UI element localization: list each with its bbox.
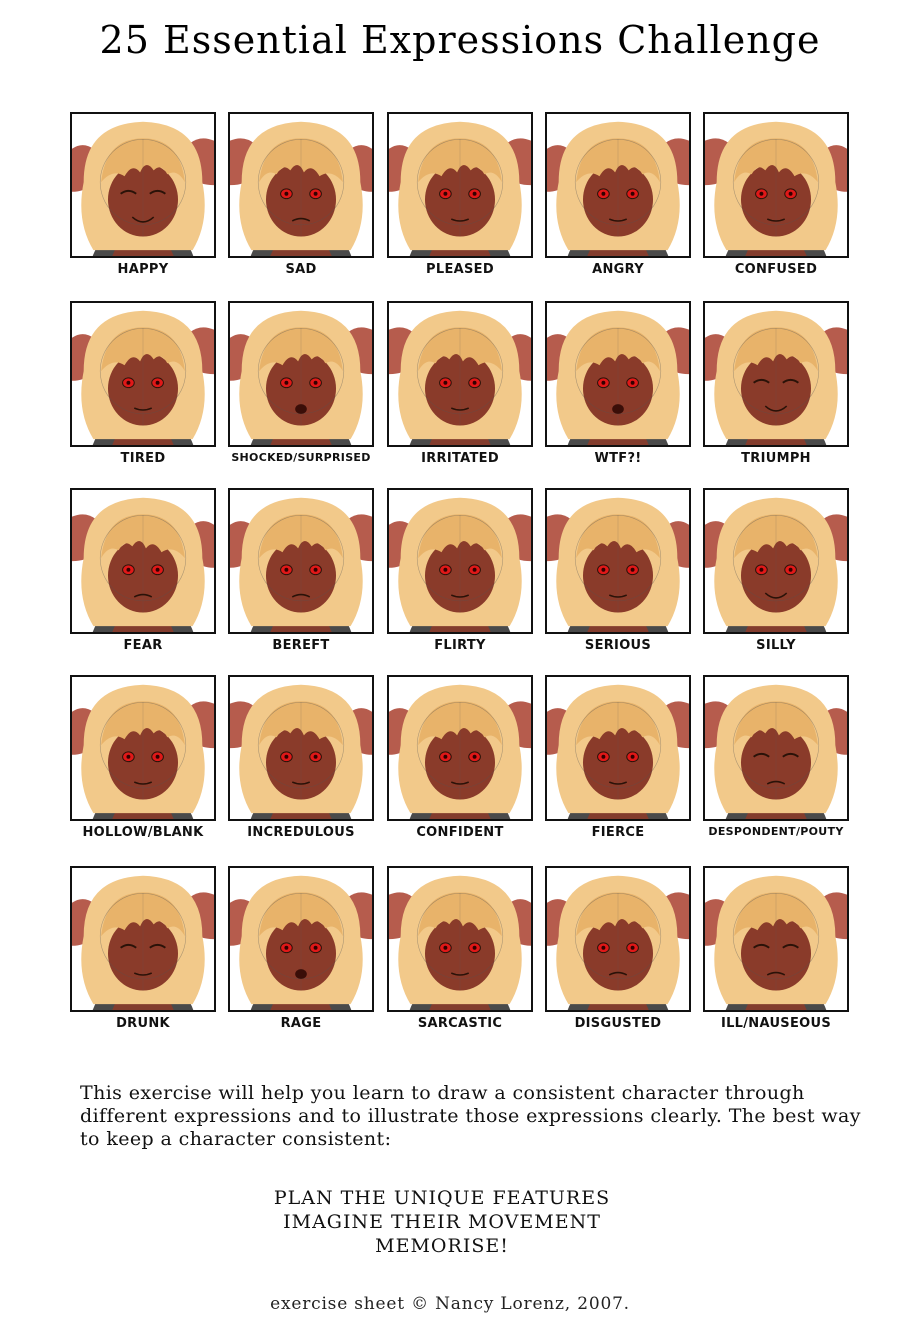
expression-drawing: [228, 301, 374, 447]
expression-cell: [703, 675, 849, 855]
expression-drawing: [228, 112, 374, 258]
expression-label: PLEASED: [426, 262, 494, 277]
expression-cell: [703, 488, 849, 668]
expression-drawing: [387, 866, 533, 1012]
expression-label: TRIUMPH: [741, 451, 811, 466]
expression-drawing: [703, 488, 849, 634]
expression-drawing: [545, 866, 691, 1012]
expression-label: DRUNK: [116, 1016, 170, 1031]
expression-drawing: [387, 675, 533, 821]
tips-list: [0, 1186, 884, 1258]
expression-label: IRRITATED: [421, 451, 499, 466]
character-illustration: [705, 868, 847, 1010]
character-illustration: [72, 114, 214, 256]
expression-drawing: [70, 112, 216, 258]
credit-line: exercise sheet © Nancy Lorenz, 2007.: [270, 1294, 630, 1314]
expression-cell: [545, 866, 691, 1046]
expression-label: CONFIDENT: [416, 825, 504, 840]
expression-label: SARCASTIC: [417, 1016, 503, 1031]
expression-label: DISGUSTED: [574, 1016, 662, 1031]
character-illustration: [705, 303, 847, 445]
character-illustration: [547, 303, 689, 445]
expression-cell: [228, 866, 374, 1046]
character-illustration: [705, 114, 847, 256]
character-illustration: [230, 303, 372, 445]
expression-drawing: [387, 301, 533, 447]
expression-drawing: [387, 112, 533, 258]
expression-drawing: [545, 112, 691, 258]
character-illustration: [230, 114, 372, 256]
expression-label: SAD: [285, 262, 317, 277]
character-illustration: [389, 677, 531, 819]
expression-cell: [545, 301, 691, 481]
expression-label: SERIOUS: [584, 638, 652, 653]
character-illustration: [72, 490, 214, 632]
character-illustration: [705, 677, 847, 819]
expression-drawing: [228, 488, 374, 634]
expression-drawing: [545, 301, 691, 447]
expression-cell: [387, 488, 533, 668]
tip-item: IMAGINE THEIR MOVEMENT: [283, 1211, 601, 1233]
expression-cell: [703, 866, 849, 1046]
expression-cell: [703, 301, 849, 481]
expression-cell: [387, 301, 533, 481]
expression-cell: [703, 112, 849, 292]
expression-drawing: [70, 488, 216, 634]
expression-label: ANGRY: [592, 262, 644, 277]
expression-label: DESPONDENT/POUTY: [708, 825, 844, 838]
expression-drawing: [387, 488, 533, 634]
expression-label: FIERCE: [591, 825, 645, 840]
expression-cell: [545, 675, 691, 855]
expression-drawing: [703, 675, 849, 821]
character-illustration: [389, 303, 531, 445]
expression-grid: [70, 112, 860, 1042]
character-illustration: [72, 303, 214, 445]
character-illustration: [547, 490, 689, 632]
expression-cell: [387, 675, 533, 855]
expression-cell: [70, 866, 216, 1046]
character-illustration: [547, 868, 689, 1010]
expression-drawing: [228, 675, 374, 821]
expression-cell: [228, 301, 374, 481]
expression-cell: [545, 112, 691, 292]
expression-cell: [70, 112, 216, 292]
character-illustration: [389, 114, 531, 256]
expression-cell: [387, 112, 533, 292]
description-paragraph: This exercise will help you learn to draw a consistent character through different expressions and to illustrate those expressions clearly. The best way to keep a character consistent:: [80, 1082, 861, 1150]
expression-label: SHOCKED/SURPRISED: [231, 451, 371, 464]
character-illustration: [230, 868, 372, 1010]
expression-label: FLIRTY: [434, 638, 486, 653]
expression-drawing: [70, 866, 216, 1012]
character-illustration: [547, 114, 689, 256]
expression-drawing: [545, 675, 691, 821]
expression-label: TIRED: [120, 451, 166, 466]
expression-drawing: [70, 301, 216, 447]
character-illustration: [389, 490, 531, 632]
character-illustration: [705, 490, 847, 632]
expression-cell: [545, 488, 691, 668]
expression-cell: [228, 112, 374, 292]
character-illustration: [230, 677, 372, 819]
character-illustration: [389, 868, 531, 1010]
expression-cell: [70, 488, 216, 668]
expression-label: BEREFT: [272, 638, 330, 653]
page-title: 25 Essential Expressions Challenge: [99, 18, 821, 62]
expression-drawing: [228, 866, 374, 1012]
expression-label: ILL/NAUSEOUS: [720, 1016, 832, 1031]
expression-cell: [228, 675, 374, 855]
expression-label: SILLY: [756, 638, 796, 653]
character-illustration: [72, 868, 214, 1010]
expression-label: RAGE: [280, 1016, 322, 1031]
expression-drawing: [703, 301, 849, 447]
expression-label: INCREDULOUS: [247, 825, 355, 840]
expression-cell: [70, 301, 216, 481]
character-illustration: [230, 490, 372, 632]
expression-cell: [387, 866, 533, 1046]
expression-label: WTF?!: [594, 451, 642, 466]
expression-label: HAPPY: [117, 262, 169, 277]
character-illustration: [72, 677, 214, 819]
expression-cell: [228, 488, 374, 668]
expression-drawing: [545, 488, 691, 634]
expression-drawing: [703, 112, 849, 258]
character-illustration: [547, 677, 689, 819]
tip-item: MEMORISE!: [375, 1235, 509, 1257]
expression-label: HOLLOW/BLANK: [82, 825, 204, 840]
expression-drawing: [70, 675, 216, 821]
expression-drawing: [703, 866, 849, 1012]
expression-label: FEAR: [123, 638, 163, 653]
tip-item: PLAN THE UNIQUE FEATURES: [273, 1187, 611, 1209]
expression-label: CONFUSED: [734, 262, 818, 277]
expression-cell: [70, 675, 216, 855]
